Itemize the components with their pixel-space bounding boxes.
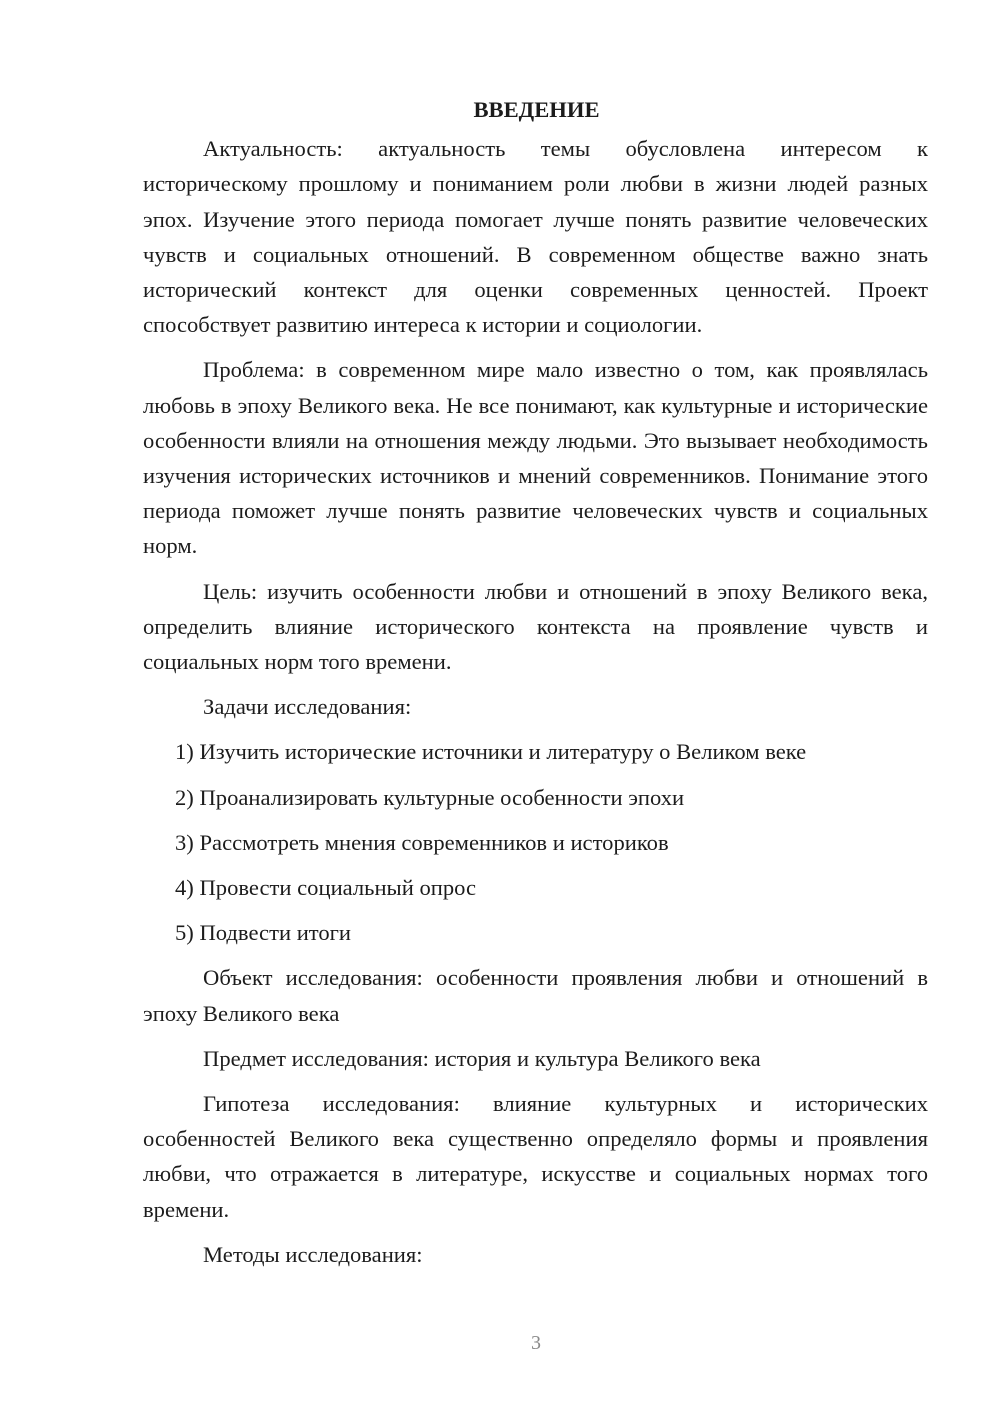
tasks-heading: Задачи исследования: (203, 694, 412, 720)
object-paragraph: Объект исследования: особенности проявления любви и отношений в эпоху Великого века (143, 965, 928, 1026)
document-page (143, 92, 928, 1282)
task-item-4: 4) Провести социальный опрос (175, 875, 477, 901)
task-item-5: 5) Подвести итоги (175, 920, 352, 946)
goal-paragraph: Цель: изучить особенности любви и отношений в эпоху Великого века, определить влияние исторического контекста на проявление чувств и социальных норм того времени. (143, 578, 928, 675)
tasks-list (143, 734, 928, 950)
relevance-paragraph: Актуальность: актуальность темы обусловлена интересом к историческому прошлому и пониманием роли любви в жизни людей разных эпох. Изучение этого периода помогает лучше понять развитие человеческих чувств и социальных отношений. В современном обществе важно знать исторический контекст для оценки современных ценностей. Проект способствует развитию интереса к истории и социологии. (143, 136, 928, 338)
page-number: 3 (531, 1332, 541, 1354)
problem-paragraph: Проблема: в современном мире мало известно о том, как проявлялась любовь в эпоху Великого века. Не все понимают, как культурные и исторические особенности влияли на отношения между людьми. Это вызывает необходимость изучения исторических источников и мнений современников. Понимание этого периода поможет лучше понять развитие человеческих чувств и социальных норм. (143, 357, 928, 559)
task-item-3: 3) Рассмотреть мнения современников и историков (175, 829, 669, 855)
subject-paragraph: Предмет исследования: история и культура Великого века (203, 1045, 761, 1071)
methods-heading: Методы исследования: (203, 1241, 423, 1267)
task-item-2: 2) Проанализировать культурные особенности эпохи (175, 784, 685, 810)
task-item-1: 1) Изучить исторические источники и литературу о Великом веке (175, 739, 807, 765)
hypothesis-paragraph: Гипотеза исследования: влияние культурных и исторических особенностей Великого века существенно определяло формы и проявления любви, что отражается в литературе, искусстве и социальных нормах того времени. (143, 1091, 928, 1222)
page-title: ВВЕДЕНИЕ (473, 97, 600, 122)
